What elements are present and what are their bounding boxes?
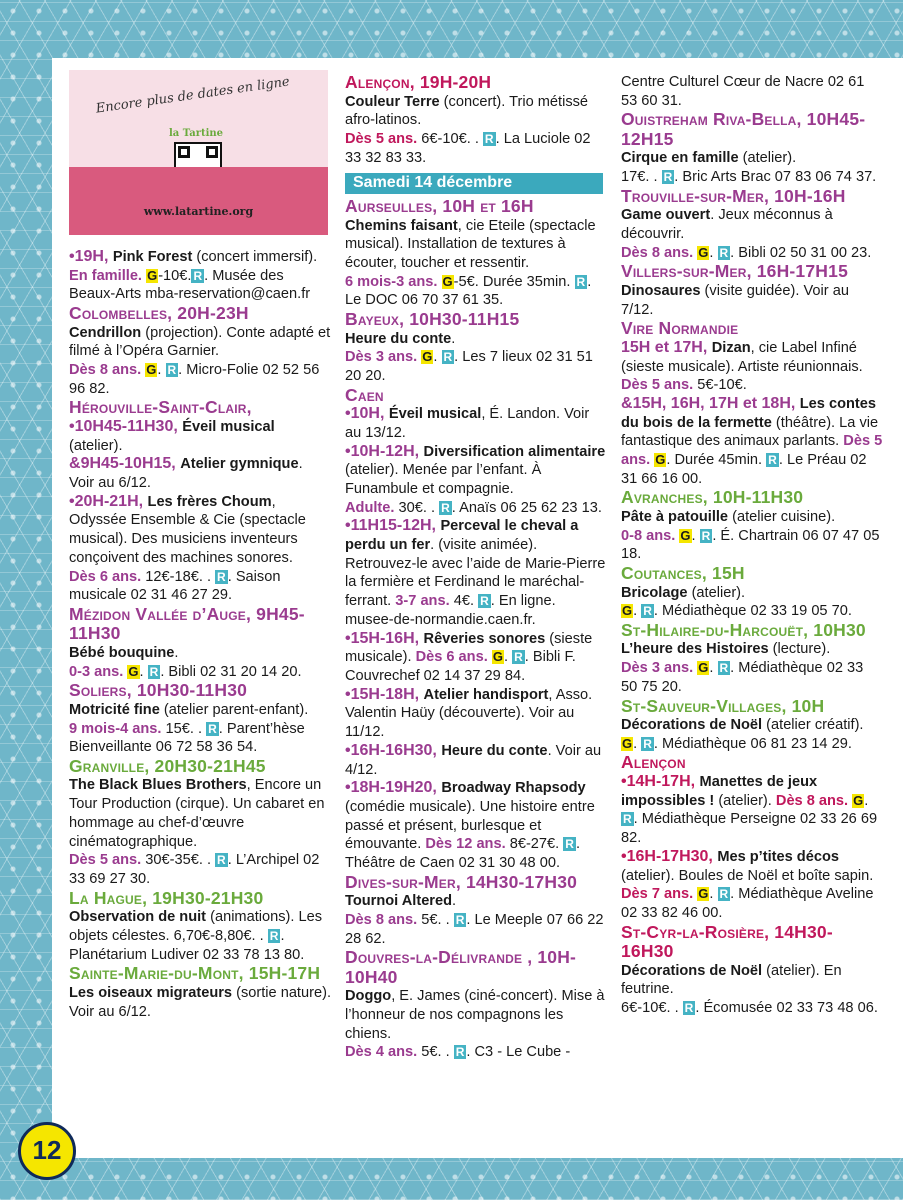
event-title: Mes p’tites décos (717, 848, 839, 865)
event-entry (621, 508, 883, 527)
event-entry: 6€-10€. . R . Écomusée 02 33 73 48 06. (621, 1000, 878, 1017)
reservation-icon: R (484, 131, 494, 146)
event-entry (621, 73, 883, 110)
location-heading: Trouville-sur-Mer, 10H-16H (621, 185, 846, 206)
event-description: (lecture). (768, 641, 831, 658)
event-venue: . Les 7 lieux 02 31 51 20 20. (345, 349, 593, 384)
event-description: 30€. (398, 499, 431, 516)
event-title: Couleur Terre (345, 93, 440, 110)
reservation-icon: R (719, 887, 729, 902)
event-description: 30€-35€. (145, 852, 207, 869)
location-heading: Alençon (621, 752, 686, 773)
event-description: . Voir au 4/12. (345, 742, 602, 778)
promo-url[interactable]: www.latartine.org (143, 205, 254, 218)
event-entry (345, 987, 607, 1043)
reservation-icon: R (443, 350, 453, 365)
location-heading: Villers-sur-Mer, 16H-17H15 (621, 261, 849, 282)
event-venue: . Médiathèque 02 33 50 75 20. (621, 660, 864, 695)
event-price: -5€. Durée 35min. (453, 273, 575, 290)
free-icon: G (698, 244, 709, 260)
event-description: (atelier). Menée par l’enfant. À Funambule et compagnie. (345, 462, 542, 497)
age-range: 3-7 ans. (395, 593, 450, 610)
location-heading: St-Hilaire-du-Harcouët, 10H30 (621, 619, 866, 640)
event-description: 5€. (421, 911, 446, 928)
event-description: . (174, 644, 179, 661)
location-heading: Aurseulles, 10H et 16H (345, 196, 534, 217)
event-entry (621, 640, 883, 659)
reservation-icon: R (768, 453, 777, 468)
event-description: 12€-18€. (145, 568, 207, 585)
event-venue: . Le DOC 06 70 37 61 35. (345, 273, 592, 309)
event-description: (projection). Conte adapté et filmé à l’Opéra Garnier. (69, 324, 331, 360)
event-description: , cie Label Infiné (sieste musicale). Artiste réunionnais. (621, 339, 863, 375)
event-description: . (visite animée). Retrouvez-le avec l’aide de Marie-Pierre la fermière et Ferdinand le maréchal-ferrant. (345, 537, 606, 610)
event-price: 4€. (449, 593, 479, 610)
event-time: 15H, 16H, 17H et 18H, (632, 394, 800, 412)
event-description: , Encore un Tour Production (cirque). Un cabaret en hommage au chef-d’œuvre cinématographique. (69, 777, 325, 850)
event-venue: . Écomusée 02 33 73 48 06. (695, 1000, 878, 1017)
event-title: Décorations de Noël (621, 717, 763, 734)
date-header: Samedi 14 décembre (345, 173, 603, 194)
reservation-icon: R (480, 594, 489, 609)
event-entry: Dès 5 ans. 30€-35€. . R . L’Archipel 02 33 69 27 30. (69, 852, 320, 887)
event-venue: . C3 - Le Cube - (466, 1044, 571, 1061)
event-title: Éveil musical (388, 406, 482, 423)
event-time: & (621, 394, 633, 412)
event-entry: Dès 6 ans. 12€-18€. . R . Saison musicale 02 31 46 27 29. (69, 568, 281, 604)
location-heading: Colombelles, 20H-23H (69, 303, 249, 324)
event-entry (621, 149, 883, 168)
location-heading: Caen (345, 384, 384, 405)
event-description: (atelier). (738, 150, 797, 167)
event-description: (concert immersif). (192, 249, 318, 265)
event-title: L’heure des Histoires (621, 641, 769, 658)
age-range: Dès 4 ans. (345, 1044, 418, 1061)
location-heading: Avranches, 10H-11H30 (621, 487, 804, 508)
event-entry: Dès 3 ans. G. R . Médiathèque 02 33 50 75 20. (621, 660, 864, 695)
event-venue: . La Luciole 02 33 32 83 33. (345, 130, 591, 166)
reservation-icon: R (643, 736, 652, 751)
age-range: Dès 8 ans. (345, 911, 418, 928)
event-description: (sieste musicale). (345, 630, 593, 666)
event-entry (621, 282, 883, 319)
event-entry (69, 644, 331, 663)
event-entry (69, 493, 331, 568)
location-heading: Ouistreham Riva-Bella, 10H45-12H15 (621, 109, 866, 149)
event-entry: Dès 3 ans. G. R . Les 7 lieux 02 31 51 20 20. (345, 349, 593, 384)
event-venue: . Bric Arts Brac 07 83 06 74 37. (674, 169, 877, 186)
age-range: Dès 8 ans. (621, 244, 694, 261)
event-description: (atelier parent-enfant). (159, 701, 309, 718)
event-title: Broadway Rhapsody (441, 780, 586, 797)
free-icon: G (655, 452, 666, 468)
reservation-icon: R (514, 650, 523, 665)
event-venue: . Musée des Beaux-Arts mba-reservation@caen.fr (69, 267, 311, 303)
age-range: Dès 12 ans. (425, 836, 506, 853)
event-venue: . Parent’hèse Bienveillante 06 72 58 36 54. (69, 720, 305, 756)
event-description: (concert). Trio métissé afro-latinos. (345, 93, 589, 129)
location-heading: La Hague, 19H30-21H30 (69, 887, 264, 908)
event-entry: Dès 8 ans. G. R . Bibli 02 50 31 00 23. (621, 244, 872, 261)
event-description: (atelier). (69, 437, 123, 454)
event-entry (69, 984, 331, 1021)
free-icon: G (698, 660, 709, 676)
event-entry: 0-8 ans. G. R . É. Chartrain 06 07 47 05 18. (621, 527, 880, 563)
event-description: (atelier). Boules de Noël et boîte sapin. (621, 867, 874, 884)
age-range: Dès 6 ans. (69, 568, 142, 585)
promo-bottom (69, 167, 328, 235)
event-venue: . Médiathèque 06 81 23 14 29. (653, 735, 852, 752)
event-title: Décorations de Noël (621, 962, 763, 979)
event-description: (atelier). En feutrine. (621, 962, 842, 998)
event-entry (69, 455, 331, 492)
event-entry: •15H-16H, Rêveries sonores (sieste musicale). Dès 6 ans. G. R . Bibli F. Couvrechef 02 14 37 29 84. (345, 629, 593, 684)
free-icon: G (147, 267, 158, 283)
event-venue: . L’Archipel 02 33 69 27 30. (69, 852, 320, 887)
reservation-icon: R (565, 837, 574, 852)
age-range: Dès 5 ans. (69, 852, 142, 869)
event-time: •14H-17H, (621, 772, 700, 790)
event-title: Atelier gymnique (180, 456, 299, 473)
age-range: 0-8 ans. (621, 527, 676, 544)
event-title: Dizan (711, 339, 751, 356)
event-entry: Dès 5 ans. 6€-10€. . R . La Luciole 02 33 32 83 33. (345, 130, 591, 166)
age-range: 9 mois-4 ans. (69, 720, 162, 737)
location-heading: Hérouville-Saint-Clair, (69, 397, 252, 418)
event-description: 6€-10€. (621, 1000, 675, 1017)
location-heading: Dives-sur-Mer, 14H30-17H30 (345, 871, 578, 892)
age-range: Dès 6 ans. (415, 649, 488, 666)
event-entry (345, 892, 607, 911)
event-title: Les contes du bois de la fermette (621, 395, 877, 431)
event-description: , cie Eteile (spectacle musical). Installation de textures à écouter, toucher et ressentir. (345, 217, 596, 271)
event-title: Cendrillon (69, 324, 142, 341)
event-description: , E. James (ciné-concert). Mise à l’honneur de nos compagnons les chiens. (345, 988, 605, 1042)
event-time: •10H-12H, (345, 442, 424, 460)
reservation-icon: R (719, 245, 729, 260)
promo-banner[interactable] (69, 70, 328, 235)
event-entry: Dès 8 ans. 5€. . R . Le Meeple 07 66 22 28 62. (345, 911, 604, 947)
event-title: Pâte à patouille (621, 508, 729, 525)
event-title: Game ouvert (621, 207, 711, 224)
event-venue: . Bibli F. Couvrechef 02 14 37 29 84. (345, 649, 576, 684)
event-title: Dinosaures (621, 282, 701, 299)
reservation-icon: R (455, 912, 465, 927)
event-title: Cirque en famille (621, 150, 739, 167)
event-price: . Durée 45min. (666, 452, 767, 469)
event-title: Manettes de jeux impossibles ! (621, 773, 818, 809)
event-venue: . Bibli 02 50 31 00 23. (730, 244, 872, 261)
event-title: Diversification alimentaire (423, 443, 606, 460)
age-range: Dès 5 ans. (621, 377, 694, 394)
event-entry (345, 330, 607, 349)
event-time: •20H-21H, (69, 492, 148, 510)
event-entry: Observation de nuit (animations). Les objets célestes. 6,70€-8,80€. . R . Planétarium Ludiver 02 33 78 13 80. (69, 909, 323, 963)
promo-brand: la Tartine (169, 128, 224, 139)
reservation-icon: R (269, 928, 279, 943)
column-3 (621, 73, 883, 1018)
age-range: Adulte. (345, 499, 395, 516)
event-venue: . Le Préau 02 31 66 16 00. (621, 452, 867, 487)
event-time: •11H15-12H, (345, 517, 441, 535)
free-icon: G (146, 362, 157, 378)
event-entry (345, 517, 607, 629)
event-entry (621, 716, 883, 735)
event-entry (69, 248, 331, 304)
event-entry: •14H-17H, Manettes de jeux impossibles ! (atelier). Dès 8 ans. G. R . Médiathèque Perseigne 02 33 26 69 82. (621, 772, 878, 847)
location-heading: Vire Normandie (621, 318, 739, 339)
age-range: Dès 8 ans. (69, 362, 142, 379)
event-time: •15H-16H, (345, 629, 424, 647)
event-entry: •16H-17H30, Mes p’tites décos (atelier). Boules de Noël et boîte sapin. Dès 7 ans. G. R . Médiathèque Aveline 02 33 82 46 00. (621, 847, 874, 921)
event-entry: G. R . Médiathèque 06 81 23 14 29. (622, 735, 852, 752)
event-time: & (69, 455, 81, 473)
reservation-icon: R (441, 500, 450, 515)
event-entry (345, 686, 607, 742)
event-entry: Adulte. 30€. . R . Anaïs 06 25 62 23 13. (345, 499, 602, 516)
free-icon: G (128, 663, 139, 679)
event-description: (animations). Les objets célestes. 6,70€-8,80€. (69, 909, 323, 944)
reservation-icon: R (455, 1045, 465, 1060)
event-title: Motricité fine (69, 701, 160, 718)
location-heading: St-Sauveur-Villages, 10H (621, 695, 825, 716)
event-venue: . É. Chartrain 06 07 47 05 18. (621, 527, 880, 563)
event-title: Chemins faisant (345, 217, 458, 234)
free-icon: G (622, 735, 633, 751)
event-description: . (452, 893, 457, 910)
event-description: (théâtre). La vie fantastique des animaux parlants. (621, 414, 879, 450)
free-icon: G (680, 527, 691, 543)
event-entry (621, 395, 883, 489)
reservation-icon: R (623, 812, 632, 827)
event-entry: Dès 8 ans. G. R . Micro-Folie 02 52 56 96 82. (69, 362, 320, 397)
event-title: Heure du conte (441, 742, 548, 759)
reservation-icon: R (217, 569, 226, 584)
event-entry (345, 217, 607, 273)
event-entry (345, 93, 607, 130)
event-entry: 9 mois-4 ans. 15€. . R . Parent’hèse Bienveillante 06 72 58 36 54. (69, 720, 305, 756)
promo-top (69, 70, 328, 167)
location-heading: Soliers, 10H30-11H30 (69, 680, 248, 701)
event-price: 8€-27€. (505, 836, 564, 853)
family-label: En famille. (69, 267, 142, 284)
event-venue: . Médiathèque 02 33 19 05 70. (653, 603, 852, 620)
event-title: Éveil musical (182, 418, 275, 435)
event-description: , Odyssée Ensemble & Cie (spectacle musical). Des musiciens inventeurs conçoivent des machines sonores. (69, 493, 306, 566)
age-range: Dès 5 ans. (621, 433, 883, 469)
event-description: 15€. (165, 720, 198, 737)
reservation-icon: R (643, 604, 652, 619)
reservation-icon: R (149, 664, 159, 679)
event-time: 9H45-10H15, (80, 455, 181, 473)
event-description: . (451, 330, 456, 347)
free-icon: G (622, 603, 633, 619)
event-entry: Dès 4 ans. 5€. . R . C3 - Le Cube - (345, 1044, 571, 1061)
event-title: Bricolage (621, 584, 688, 601)
event-entry: 17€. . R . Bric Arts Brac 07 83 06 74 37. (621, 169, 877, 186)
event-entry (69, 776, 331, 851)
event-time: •16H-17H30, (621, 847, 718, 865)
event-venue: . Le Meeple 07 66 22 28 62. (345, 911, 604, 947)
age-range: Dès 7 ans. (621, 886, 694, 903)
event-description: 17€. (621, 169, 654, 186)
event-entry (345, 443, 607, 499)
free-icon: G (698, 886, 709, 902)
event-title: Pink Forest (112, 249, 193, 265)
event-description: 6€-10€. (417, 130, 475, 147)
event-description: (comédie musicale). Une histoire entre passé et présent, burlesque et émouvante. (345, 798, 595, 853)
reservation-icon: R (719, 661, 729, 676)
location-heading: Sainte-Marie-du-Mont, 15H-17H (69, 963, 321, 984)
age-range: Dès 5 ans. (345, 130, 418, 147)
event-time: •15H-18H, (345, 685, 424, 703)
event-title: Tournoi Altered (345, 893, 453, 910)
event-time: •16H-16H30, (345, 741, 442, 759)
event-entry (69, 701, 331, 720)
event-description: (atelier créatif). (762, 717, 864, 734)
event-description: (sortie nature). Voir au 6/12. (69, 984, 331, 1020)
event-entry: 0-3 ans. G. R . Bibli 02 31 20 14 20. (69, 663, 302, 680)
event-venue: . Planétarium Ludiver 02 33 78 13 80. (69, 927, 305, 963)
age-range: 6 mois-3 ans. (345, 273, 438, 290)
event-venue: . Médiathèque Perseigne 02 33 26 69 82. (621, 811, 878, 847)
column-1 (69, 248, 331, 1021)
event-time: 15H et 17H, (621, 338, 712, 356)
event-time: •10H, (345, 405, 389, 423)
reservation-icon: R (208, 721, 217, 736)
age-range: Dès 3 ans. (621, 660, 694, 677)
event-title: The Black Blues Brothers (69, 777, 247, 794)
location-heading: Alençon, 19H-20H (345, 72, 492, 92)
event-description: Centre Culturel Cœur de Nacre 02 61 53 60 31. (621, 74, 865, 109)
event-description: (atelier cuisine). (728, 508, 836, 525)
event-title: Doggo (345, 988, 392, 1005)
event-title: Perceval le cheval a perdu un fer (345, 518, 579, 554)
event-venue: . Micro-Folie 02 52 56 96 82. (69, 362, 320, 397)
event-entry (69, 418, 331, 455)
event-description: , É. Landon. Voir au 13/12. (345, 406, 590, 441)
event-entry (621, 962, 883, 999)
reservation-icon: R (684, 1001, 694, 1016)
free-icon: G (442, 273, 453, 289)
age-range: 0-3 ans. (69, 663, 124, 680)
event-title: Heure du conte (345, 330, 452, 347)
event-description: 5€. (421, 1044, 446, 1061)
event-title: Bébé bouquine (69, 644, 175, 661)
reservation-icon: R (576, 274, 586, 289)
event-description: . Voir au 6/12. (69, 456, 303, 492)
event-entry (621, 584, 883, 603)
event-entry (345, 779, 607, 873)
reservation-icon: R (217, 853, 226, 868)
event-time: •18H-19H20, (345, 779, 442, 797)
event-entry (345, 273, 607, 310)
event-price: 5€-10€. (693, 377, 747, 394)
event-title: Atelier handisport (423, 686, 549, 703)
free-icon: G (422, 349, 433, 365)
reservation-icon: R (193, 268, 203, 283)
event-title: Observation de nuit (69, 909, 207, 926)
promo-title: Encore plus de dates en ligne (94, 74, 291, 117)
event-venue: . Saison musicale 02 31 46 27 29. (69, 568, 281, 604)
event-entry (345, 742, 607, 779)
event-venue: . Théâtre de Caen 02 31 30 48 00. (345, 836, 580, 872)
reservation-icon: R (167, 363, 177, 378)
age-range: Dès 8 ans. (775, 792, 849, 809)
column-2 (345, 73, 607, 1062)
location-heading: Granville, 20H30-21H45 (69, 755, 266, 776)
event-title: Les frères Choum (147, 493, 272, 510)
location-heading: Coutances, 15H (621, 563, 745, 584)
event-time: •10H45-11H30, (69, 417, 183, 435)
event-description: (visite guidée). Voir au 7/12. (621, 282, 849, 318)
event-description: (atelier). (714, 792, 776, 809)
reservation-icon: R (701, 528, 711, 543)
event-time: •19H, (69, 248, 113, 265)
age-range: Dès 3 ans. (345, 349, 418, 366)
event-title: Rêveries sonores (423, 630, 546, 647)
event-venue: . En ligne. musee-de-normandie.caen.fr. (345, 593, 556, 628)
event-entry (621, 339, 883, 395)
event-venue: . Médiathèque Aveline 02 33 82 46 00. (621, 886, 874, 921)
location-heading: Douvres-la-Délivrande , 10H-10H40 (345, 947, 577, 987)
event-entry (621, 206, 883, 243)
event-venue: . Anaïs 06 25 62 23 13. (451, 499, 602, 516)
free-icon: G (853, 792, 864, 808)
event-venue: . Bibli 02 31 20 14 20. (160, 663, 302, 680)
event-price: -10€. (158, 267, 192, 284)
event-description: . Jeux méconnus à découvrir. (621, 207, 833, 243)
event-entry (345, 405, 607, 442)
event-description: , Asso. Valentin Haüy (découverte). Voir au 11/12. (345, 686, 593, 741)
free-icon: G (492, 649, 503, 665)
location-heading: Bayeux, 10H30-11H15 (345, 309, 520, 330)
page-number: 12 (18, 1122, 76, 1180)
reservation-icon: R (663, 170, 673, 185)
event-description: (atelier). (687, 584, 746, 601)
event-entry: G. R . Médiathèque 02 33 19 05 70. (622, 603, 852, 620)
location-heading: Mézidon Vallée d’Auge, 9H45-11H30 (69, 603, 305, 644)
event-title: Les oiseaux migrateurs (69, 984, 233, 1001)
location-heading: St-Cyr-la-Rosière, 14H30-16H30 (621, 921, 833, 962)
event-entry (69, 324, 331, 361)
